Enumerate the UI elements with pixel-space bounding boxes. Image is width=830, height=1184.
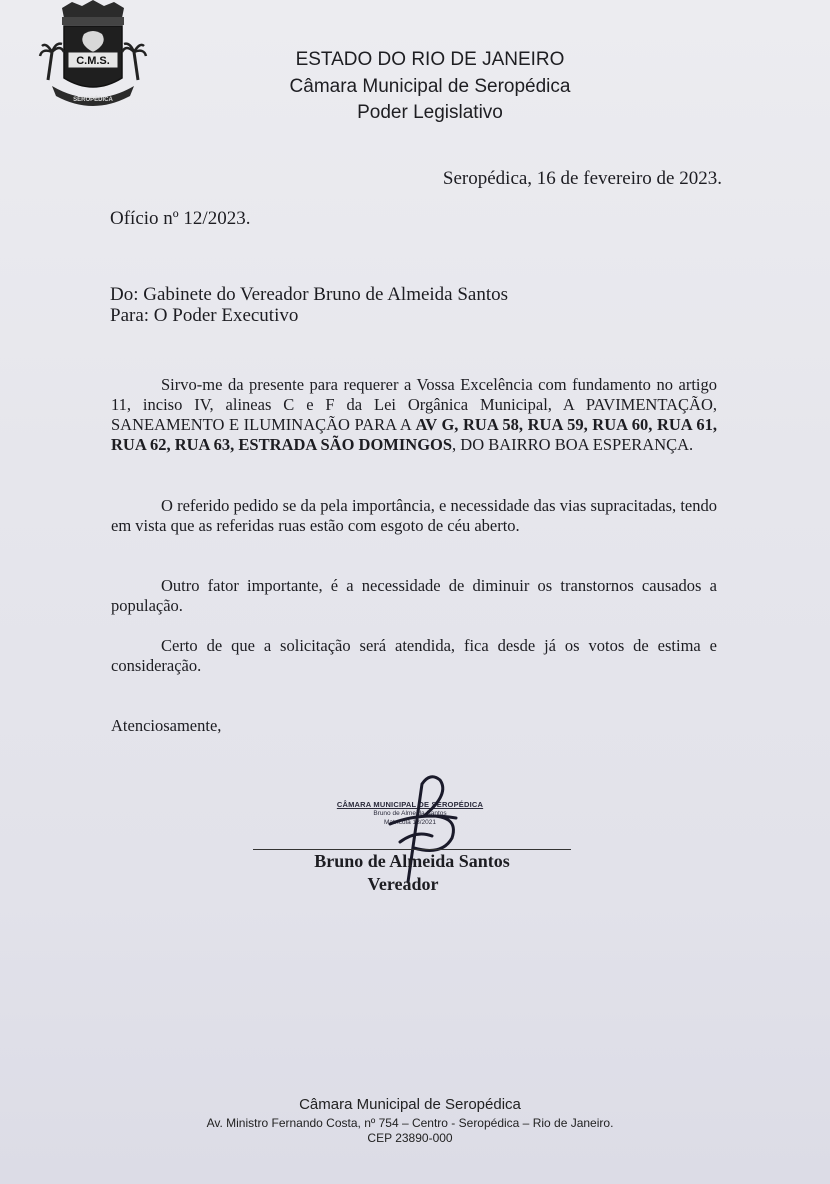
recipient-line: Para: O Poder Executivo [110, 305, 299, 326]
sender-line: Do: Gabinete do Vereador Bruno de Almeida Santos [110, 284, 509, 305]
stamp-name: Bruno de Almeida Santos [373, 810, 447, 817]
request-text-start: Sirvo-me da presente para requerer a Vossa Excelência com fundamento no artigo 11, inciso IV, alineas C e F da Lei Orgânica Municipal, A PAVIMENTAÇÃO, SANEAMENTO E ILUMINAÇÃO PARA A [111, 375, 717, 434]
regards-text: Certo de que a solicitação será atendida, fica desde já os votos de estima e consideração. [111, 636, 717, 675]
footer-postal-code: CEP 23890-000 [367, 1131, 453, 1145]
header-chamber: Câmara Municipal de Seropédica [289, 76, 571, 97]
body-paragraph-factor [111, 576, 717, 616]
request-text-end: , DO BAIRRO BOA ESPERANÇA. [452, 435, 694, 454]
header-power: Poder Legislativo [357, 102, 503, 123]
coat-of-arms-icon [38, 0, 148, 110]
document-reference: Ofício nº 12/2023. [110, 208, 251, 229]
signature-line [253, 849, 571, 850]
signatory-role: Vereador [367, 874, 439, 894]
stamp-institution: CÂMARA MUNICIPAL DE SEROPÉDICA [336, 800, 484, 809]
stamp-registration: Matrícula 18/2021 [383, 819, 437, 826]
body-paragraph-regards [111, 636, 717, 676]
footer-address: Av. Ministro Fernando Costa, nº 754 – Centro - Seropédica – Rio de Janeiro. [206, 1116, 614, 1130]
body-paragraph-justification [111, 496, 717, 536]
footer-institution: Câmara Municipal de Seropédica [299, 1096, 521, 1113]
logo-ribbon-label: SEROPÉDICA [73, 97, 113, 103]
logo-emblem-label: C.M.S. [76, 55, 110, 67]
signatory-name: Bruno de Almeida Santos [314, 851, 510, 871]
document-date: Seropédica, 16 de fevereiro de 2023. [442, 168, 722, 189]
closing-salutation: Atenciosamente, [111, 716, 222, 735]
justification-text: O referido pedido se da pela importância, e necessidade das vias supracitadas, tendo em vista que as referidas ruas estão com esgoto de céu aberto. [111, 496, 717, 535]
factor-text: Outro fator importante, é a necessidade de diminuir os transtornos causados a população. [111, 576, 717, 615]
header-state: ESTADO DO RIO DE JANEIRO [295, 49, 565, 70]
request-streets: AV G, RUA 58, RUA 59, RUA 60, RUA 61, RUA 62, RUA 63, ESTRADA SÃO DOMINGOS [111, 415, 718, 454]
body-paragraph-request [111, 375, 717, 455]
